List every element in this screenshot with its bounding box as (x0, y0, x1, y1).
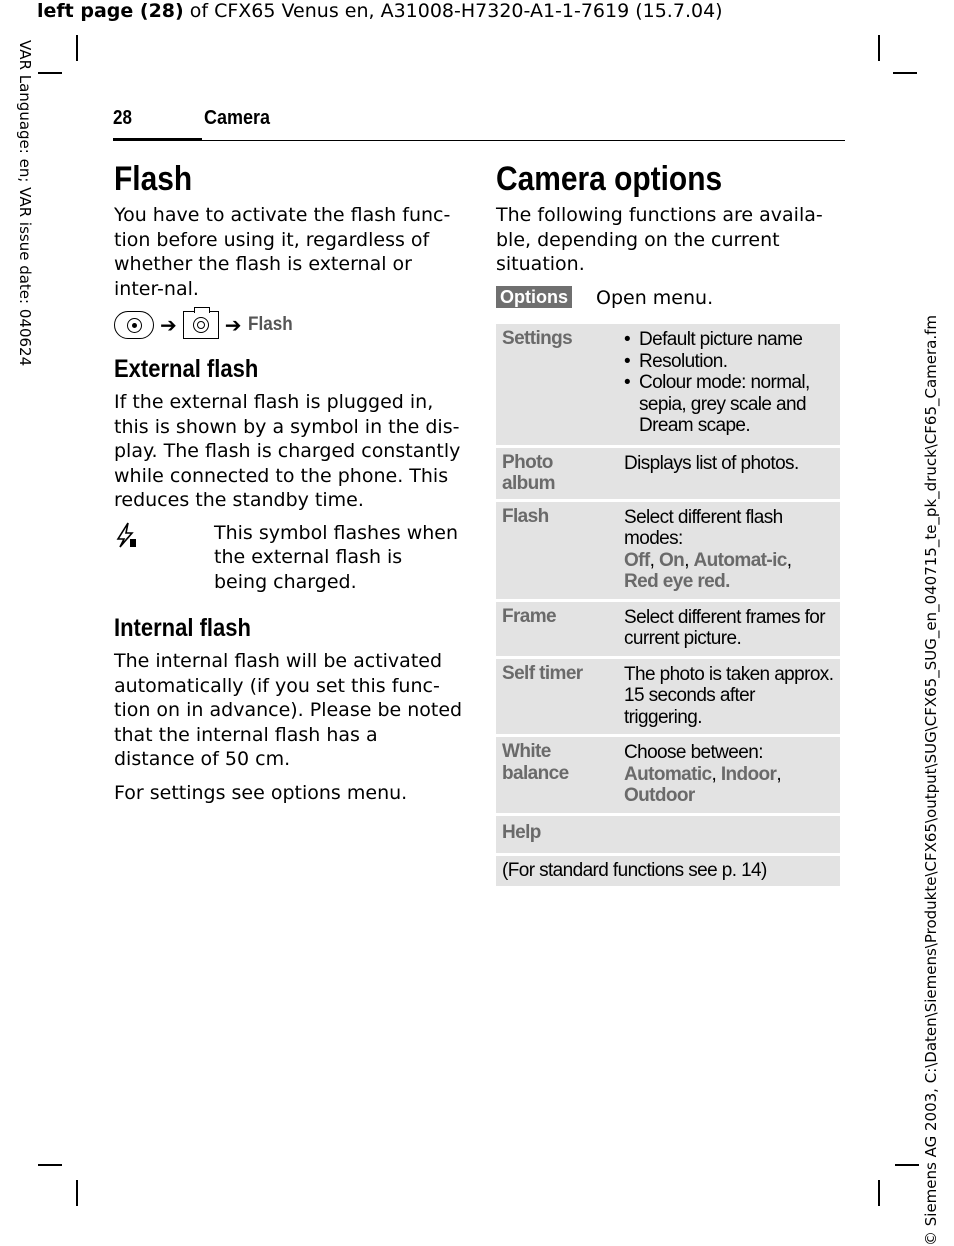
white-balance-desc: Choose between: Automatic, Indoor, Outdoor (624, 742, 782, 806)
flash-mode-on: On (659, 549, 685, 571)
flash-mode-red-eye: Red eye red. (624, 571, 730, 592)
table-row[interactable] (496, 602, 840, 656)
self-timer-desc: The photo is taken approx. 15 seconds after triggering. (624, 663, 834, 728)
print-header-bold: left page (28) (37, 0, 184, 22)
crop-mark (895, 1164, 919, 1166)
standard-functions-note: (For standard functions see p. 14) (502, 860, 767, 881)
nav-key-icon (114, 311, 154, 339)
wb-automatic: Automatic (624, 763, 712, 785)
crop-mark (76, 35, 78, 61)
crop-mark (878, 35, 880, 61)
flash-desc-prefix: Select different flash modes: (624, 506, 783, 549)
flash-charging-icon (114, 521, 214, 595)
option-flash: Flash (502, 505, 549, 527)
photo-album-desc: Displays list of photos. (624, 452, 799, 474)
option-frame: Frame (502, 605, 557, 627)
arrow-icon: ➔ (224, 313, 242, 337)
options-key-row (496, 286, 846, 311)
crop-mark (38, 1164, 62, 1166)
flash-desc: Select different flash modes:Off, On, Automat-ic, Red eye red. (624, 507, 834, 593)
crop-mark (76, 1180, 78, 1206)
flash-symbol-row (114, 521, 464, 595)
header-rule-accent (113, 138, 202, 141)
flash-navigation-path (114, 309, 464, 341)
table-row[interactable] (496, 659, 840, 735)
camera-options-intro: The following functions are availa-ble, depending on the current situation. (496, 204, 823, 275)
camera-icon (183, 311, 219, 339)
flash-mode-auto: Automat-ic (693, 549, 787, 571)
print-header (37, 0, 723, 22)
option-self-timer: Self timer (502, 662, 583, 684)
page-number: 28 (113, 107, 132, 129)
crop-mark (893, 72, 917, 74)
options-table (496, 321, 840, 889)
options-softkey[interactable]: Options (496, 286, 572, 308)
flash-heading: Flash (114, 160, 193, 198)
table-row[interactable] (496, 502, 840, 599)
side-left-text: VAR Language: en; VAR issue date: 040624 (16, 40, 34, 367)
options-key-desc: Open menu. (596, 286, 714, 309)
wb-outdoor: Outdoor (624, 785, 695, 806)
side-right-text: © Siemens AG 2003, C:\Daten\Siemens\Produkte\CFX65\output\SUG\CFX65_SUG_en_040715_te_pk_druck\CF65_Camera.fm (922, 314, 940, 1246)
table-row (496, 856, 840, 886)
table-row[interactable] (496, 448, 840, 499)
camera-options-heading: Camera options (496, 160, 723, 198)
internal-flash-heading: Internal flash (114, 614, 251, 642)
internal-flash-text: The internal flash will be activated automatically (if you set this func-tion on in advance). Please be noted that the internal flash has a distance of 50 cm. (114, 650, 463, 770)
print-header-rest: of CFX65 Venus en, A31008-H7320-A1-1-7619 (15.7.04) (183, 0, 723, 22)
option-settings: Settings (502, 328, 573, 349)
frame-desc: Select different frames for current picture. (624, 606, 825, 649)
external-flash-heading: External flash (114, 355, 259, 383)
flash-mode-off: Off (624, 549, 650, 571)
crop-mark (878, 1180, 880, 1206)
external-flash-text: If the external flash is plugged in, this is shown by a symbol in the dis-play. The flash is charged constantly while connected to the phone. This reduces the standby time. (114, 391, 461, 511)
arrow-icon: ➔ (160, 313, 177, 337)
option-white-balance: White balance (502, 741, 569, 784)
settings-list (624, 329, 834, 437)
table-row[interactable] (496, 324, 840, 445)
table-row[interactable] (496, 737, 840, 813)
settings-note: For settings see options menu. (114, 781, 408, 804)
nav-flash-label: Flash (247, 314, 293, 335)
flash-intro: You have to activate the flash func-tion before using it, regardless of whether the flash is external or inter-nal. (114, 204, 451, 300)
option-help: Help (502, 821, 541, 843)
list-item: • Colour mode: normal, sepia, grey scale and Dream scape. (624, 372, 834, 437)
list-item: • Resolution. (624, 351, 834, 373)
white-balance-prefix: Choose between: (624, 742, 763, 763)
camera-options-column (496, 160, 846, 889)
section-title: Camera (204, 107, 271, 129)
crop-mark (38, 72, 62, 74)
flash-column (114, 160, 464, 805)
wb-indoor: Indoor (720, 763, 777, 785)
option-photo-album: Photo album (502, 451, 555, 494)
list-item: • Default picture name (624, 329, 834, 351)
table-row[interactable] (496, 816, 840, 854)
side-left-wrap (16, 40, 36, 400)
flash-symbol-text: This symbol flashes when the external flash is being charged. (214, 521, 459, 593)
header-rule (113, 140, 845, 141)
